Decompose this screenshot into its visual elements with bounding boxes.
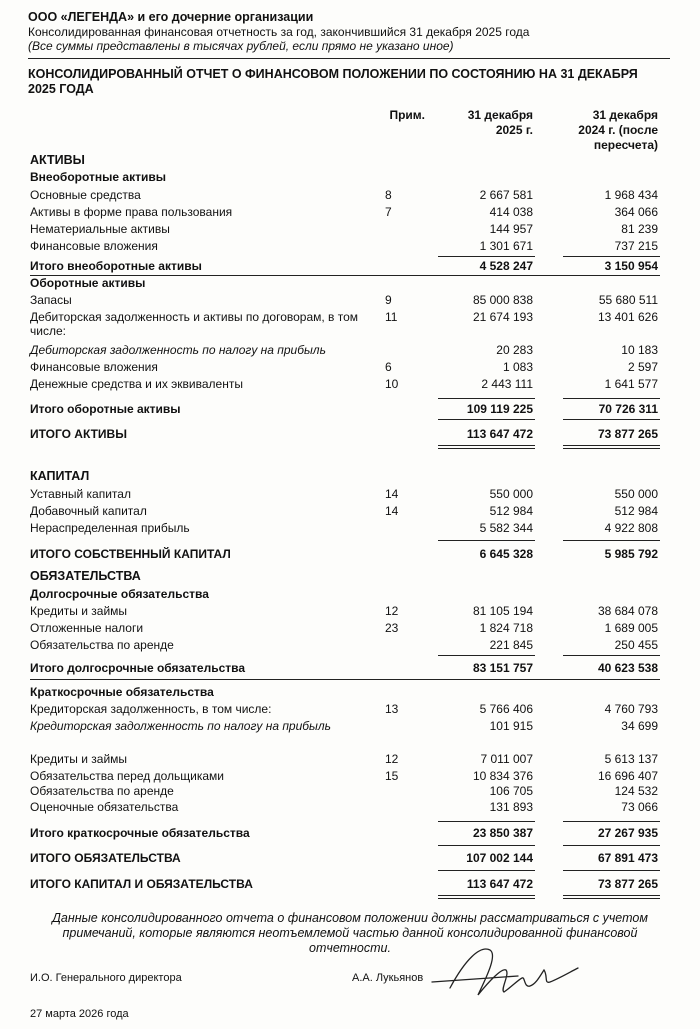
section-liabilities: ОБЯЗАТЕЛЬСТВА [30, 569, 141, 583]
row-value-2025: 7 011 007 [480, 752, 533, 766]
table-row [0, 487, 700, 503]
col-header-2024-line3: пересчета) [593, 138, 658, 152]
row-label: Кредиторская задолженность, в том числе: [30, 702, 272, 716]
table-row [0, 621, 700, 637]
table-row [0, 604, 700, 620]
row-value-2024: 73 877 265 [597, 427, 658, 441]
row-note: 11 [385, 310, 398, 324]
row-value-2025: 144 957 [489, 222, 533, 236]
total-row [0, 547, 700, 563]
row-value-2024: 67 891 473 [597, 851, 658, 865]
total-double-line [438, 448, 535, 449]
row-value-2025: 5 582 344 [479, 521, 533, 535]
table-row [0, 702, 700, 718]
row-value-2025: 83 151 757 [472, 661, 533, 675]
col-header-2025 [430, 108, 533, 138]
subtotal-row [0, 826, 700, 842]
signer-role: И.О. Генерального директора [30, 972, 182, 984]
report-header [28, 10, 678, 53]
row-value-2025: 10 834 376 [472, 769, 533, 783]
row-label: ИТОГО КАПИТАЛ И ОБЯЗАТЕЛЬСТВА [30, 877, 253, 891]
row-value-2025: 85 000 838 [472, 293, 533, 307]
row-value-2024: 73 066 [621, 800, 658, 814]
row-label: Кредиторская задолженность по налогу на прибыль [30, 719, 331, 733]
row-value-2024: 4 760 793 [604, 702, 658, 716]
subtotal-line [438, 419, 535, 420]
row-label: Нераспределенная прибыль [30, 521, 190, 535]
row-value-2024: 5 613 137 [604, 752, 658, 766]
subtotal-line [438, 540, 535, 541]
subtotal-line [563, 540, 660, 541]
table-row [0, 293, 700, 309]
col-header-2024 [555, 108, 658, 153]
row-value-2024: 737 215 [614, 239, 658, 253]
row-value-2025: 6 645 328 [479, 547, 533, 561]
row-label: Добавочный капитал [30, 504, 147, 518]
subtotal-line [563, 821, 660, 822]
row-value-2025: 20 283 [496, 343, 533, 357]
row-value-2025: 107 002 144 [466, 851, 533, 865]
row-label: Итого внеоборотные активы [30, 259, 202, 273]
table-row [0, 377, 700, 393]
table-row [0, 310, 700, 340]
table-row [0, 800, 700, 816]
subtotal-line [438, 398, 535, 399]
footer-note: Данные консолидированного отчета о финансовом положении должны рассматриваться с учетом примечаний, которые являются неотъемлемой частью данной консолидированной финансовой отчетности. [52, 911, 648, 955]
row-label: Нематериальные активы [30, 222, 170, 236]
subtotal-line [438, 821, 535, 822]
row-value-2025: 2 443 111 [481, 377, 533, 391]
row-label: Активы в форме права пользования [30, 205, 233, 219]
row-value-2024: 70 726 311 [598, 402, 658, 416]
row-value-2025: 101 915 [489, 719, 533, 733]
row-label: Кредиты и займы [30, 752, 128, 766]
row-value-2024: 38 684 078 [597, 604, 658, 618]
row-value-2025: 21 674 193 [472, 310, 533, 324]
page-title: КОНСОЛИДИРОВАННЫЙ ОТЧЕТ О ФИНАНСОВОМ ПОЛОЖЕНИИ ПО СОСТОЯНИЮ НА 31 ДЕКАБРЯ 2025 ГОДА [28, 67, 638, 96]
table-row [0, 784, 700, 800]
total-double-line [438, 445, 535, 446]
row-note: 14 [385, 487, 399, 501]
subtotal-line [563, 398, 660, 399]
row-label: Финансовые вложения [30, 360, 158, 374]
total-double-line [563, 898, 660, 899]
subtotal-row [0, 661, 700, 677]
row-note: 9 [385, 293, 392, 307]
row-note: 10 [385, 377, 399, 391]
row-value-2024: 81 239 [621, 222, 658, 236]
subtotal-line [438, 655, 535, 656]
row-value-2024: 1 968 434 [604, 188, 658, 202]
table-row [0, 222, 700, 238]
row-value-2025: 81 105 194 [472, 604, 533, 618]
row-label: ИТОГО ОБЯЗАТЕЛЬСТВА [30, 851, 181, 865]
table-row [0, 205, 700, 221]
statement-subtitle: Консолидированная финансовая отчетность за год, закончившийся 31 декабря 2025 года [28, 25, 530, 39]
row-value-2024: 40 623 538 [597, 661, 658, 675]
row-label: Обязательства перед дольщиками [30, 769, 224, 783]
row-label: Итого долгосрочные обязательства [30, 661, 246, 675]
row-value-2024: 10 183 [621, 343, 658, 357]
row-note: 12 [385, 604, 399, 618]
row-label: Основные средства [30, 188, 141, 202]
row-value-2025: 550 000 [489, 487, 533, 501]
row-value-2024: 1 689 005 [604, 621, 658, 635]
row-label: Запасы [30, 293, 72, 307]
table-row [0, 188, 700, 204]
row-value-2024: 55 680 511 [598, 293, 658, 307]
row-value-2025: 1 301 671 [479, 239, 533, 253]
col-header-note: Прим. [389, 108, 425, 122]
total-double-line [563, 445, 660, 446]
row-value-2025: 106 705 [489, 784, 533, 798]
row-label: Отложенные налоги [30, 621, 144, 635]
header-divider [28, 58, 670, 59]
row-note: 12 [385, 752, 399, 766]
table-row [0, 719, 700, 749]
subtotal-line [563, 845, 660, 846]
row-value-2025: 23 850 387 [472, 826, 533, 840]
table-row [0, 769, 700, 785]
row-value-2024: 2 597 [627, 360, 658, 374]
total-double-line [563, 448, 660, 449]
row-value-2024: 3 150 954 [604, 259, 658, 273]
row-value-2025: 1 824 718 [479, 621, 533, 635]
row-divider [30, 679, 660, 680]
col-header-2025-line2: 2025 г. [495, 123, 533, 137]
section-capital: КАПИТАЛ [30, 469, 90, 483]
row-label: Оценочные обязательства [30, 800, 179, 814]
row-note: 6 [385, 360, 392, 374]
row-label: Финансовые вложения [30, 239, 158, 253]
total-row [0, 877, 700, 893]
row-label: Дебиторская задолженность и активы по договорам, в том числе: [30, 310, 359, 338]
row-value-2025: 414 038 [489, 205, 533, 219]
subtotal-line [438, 845, 535, 846]
company-name: ООО «ЛЕГЕНДА» и его дочерние организации [28, 10, 314, 24]
row-note: 8 [385, 188, 392, 202]
handwritten-signature [430, 940, 580, 1010]
col-header-2024-line2: 2024 г. (после [578, 123, 658, 137]
row-label: Кредиты и займы [30, 604, 128, 618]
row-value-2025: 113 647 472 [466, 877, 533, 891]
row-value-2024: 27 267 935 [597, 826, 658, 840]
row-value-2024: 16 696 407 [597, 769, 658, 783]
row-value-2024: 4 922 808 [604, 521, 658, 535]
table-row [0, 343, 700, 359]
row-label: Денежные средства и их эквиваленты [30, 377, 243, 391]
total-row [0, 851, 700, 867]
currency-note: (Все суммы представлены в тысячах рублей, если прямо не указано иное) [28, 39, 454, 53]
row-label: ИТОГО СОБСТВЕННЫЙ КАПИТАЛ [30, 547, 231, 561]
section-longterm: Долгосрочные обязательства [30, 587, 209, 601]
subtotal-line [438, 870, 535, 871]
subtotal-line [563, 655, 660, 656]
row-value-2025: 5 766 406 [479, 702, 533, 716]
row-value-2025: 1 083 [502, 360, 533, 374]
row-value-2025: 512 984 [489, 504, 533, 518]
table-row [0, 752, 700, 768]
row-note: 14 [385, 504, 399, 518]
row-label: Обязательства по аренде [30, 784, 174, 798]
table-row [0, 521, 700, 537]
row-value-2025: 2 667 581 [479, 188, 533, 202]
total-double-line [438, 895, 535, 896]
subtotal-line [563, 256, 660, 257]
row-label: Дебиторская задолженность по налогу на прибыль [30, 343, 326, 357]
row-note: 15 [385, 769, 399, 783]
subtotal-line [563, 870, 660, 871]
section-shortterm: Краткосрочные обязательства [30, 685, 214, 699]
row-value-2024: 73 877 265 [597, 877, 658, 891]
total-row [0, 427, 700, 443]
report-date: 27 марта 2026 года [30, 1008, 129, 1020]
row-label: Уставный капитал [30, 487, 131, 501]
subtotal-line [438, 256, 535, 257]
row-label: Итого оборотные активы [30, 402, 181, 416]
row-value-2024: 34 699 [621, 719, 658, 733]
table-row [0, 638, 700, 654]
row-value-2024: 550 000 [614, 487, 658, 501]
subtotal-row [0, 259, 700, 275]
row-value-2024: 124 532 [614, 784, 658, 798]
total-double-line [563, 895, 660, 896]
row-value-2025: 221 845 [489, 638, 533, 652]
col-header-2025-line1: 31 декабря [467, 108, 533, 122]
row-value-2024: 250 455 [614, 638, 658, 652]
col-header-2024-line1: 31 декабря [592, 108, 658, 122]
subtotal-row [0, 402, 700, 418]
table-row [0, 360, 700, 376]
row-value-2025: 109 119 225 [466, 402, 533, 416]
table-row [0, 504, 700, 520]
subtotal-line [563, 419, 660, 420]
row-label: ИТОГО АКТИВЫ [30, 427, 127, 441]
row-note: 13 [385, 702, 399, 716]
row-value-2024: 1 641 577 [604, 377, 658, 391]
section-assets: АКТИВЫ [30, 153, 85, 167]
row-value-2024: 5 985 792 [604, 547, 658, 561]
row-value-2024: 13 401 626 [597, 310, 658, 324]
row-value-2025: 4 528 247 [479, 259, 533, 273]
row-value-2024: 364 066 [614, 205, 658, 219]
row-label: Итого краткосрочные обязательства [30, 826, 250, 840]
row-value-2024: 512 984 [614, 504, 658, 518]
signer-name: А.А. Лукьянов [352, 972, 424, 984]
table-row [0, 239, 700, 255]
section-current-assets: Оборотные активы [30, 276, 146, 290]
row-label: Обязательства по аренде [30, 638, 174, 652]
section-noncurrent-assets: Внеоборотные активы [30, 170, 166, 184]
row-note: 23 [385, 621, 399, 635]
total-double-line [438, 898, 535, 899]
row-value-2025: 113 647 472 [466, 427, 533, 441]
row-note: 7 [385, 205, 392, 219]
row-value-2025: 131 893 [489, 800, 533, 814]
